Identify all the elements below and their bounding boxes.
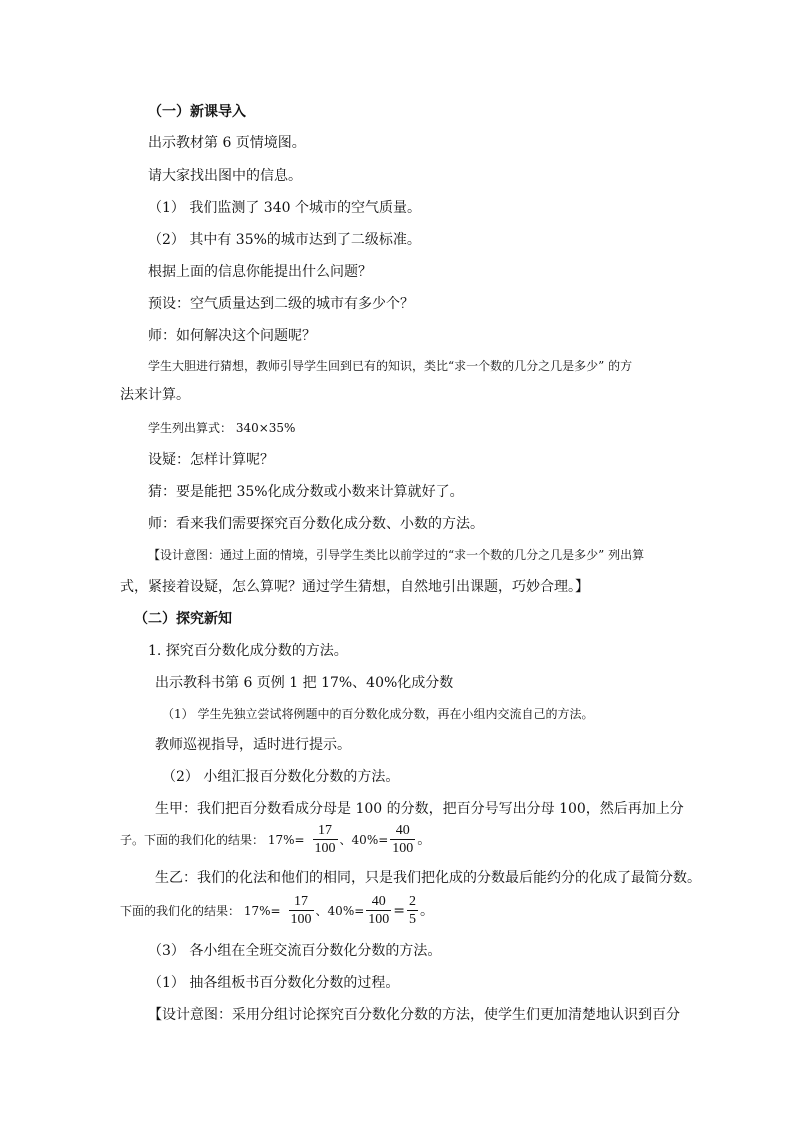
paragraph: 学生大胆进行猜想，教师引导学生回到已有的知识，类比“求一个数的几分之几是多少” 的方 [148,359,633,373]
paragraph: 请大家找出图中的信息。 [148,168,302,184]
math-text: 。 [417,831,432,848]
denominator: 100 [368,912,390,927]
numerator: 17 [313,822,338,840]
denominator: 5 [409,912,417,927]
paragraph: 学生列出算式： 340×35% [148,421,296,435]
math-text: 下面的我们化的结果： 17%= [120,903,281,918]
paragraph: 生甲：我们把百分数看成分母是 100 的分数，把百分号写出分母 100，然后再加上分 [155,801,684,817]
paragraph: （1） 抽各组板书百分数化分数的过程。 [148,975,400,991]
fraction [313,822,338,857]
section1-title: （一）新课导入 [148,104,246,120]
math-text: = [393,902,406,919]
paragraph: （3） 各小组在全班交流百分数化分数的方法。 [148,943,442,959]
math-text: 、40%= [315,903,365,918]
fraction-line-1 [120,822,431,857]
fraction [366,893,391,928]
paragraph: 根据上面的信息你能提出什么问题？ [148,264,372,280]
paragraph: 猜：要是能把 35%化成分数或小数来计算就好了。 [148,484,464,500]
fraction [407,893,418,928]
paragraph: （1） 学生先独立尝试将例题中的百分数化成分数，再在小组内交流自己的方法。 [162,707,594,721]
paragraph: （1） 我们监测了 340 个城市的空气质量。 [148,200,421,216]
paragraph: 师：如何解决这个问题呢？ [148,328,316,344]
fraction [289,893,314,928]
paragraph: 设疑：怎样计算呢？ [148,452,274,468]
design-intent: 【设计意图：通过上面的情境，引导学生类比以前学过的“求一个数的几分之几是多少” 列出算 [148,548,645,562]
denominator: 100 [290,912,312,927]
denominator: 100 [392,841,414,856]
paragraph: 出示教科书第 6 页例 1 把 17%、40%化成分数 [155,675,454,691]
design-intent: 【设计意图：采用分组讨论探究百分数化分数的方法，使学生们更加清楚地认识到百分 [148,1007,680,1023]
numerator: 2 [409,894,417,909]
numerator: 40 [390,822,415,840]
math-text: 、40%= [339,832,389,847]
paragraph: （2） 小组汇报百分数化分数的方法。 [162,769,400,785]
subheading: 1. 探究百分数化成分数的方法。 [148,643,348,659]
paragraph: （2） 其中有 35%的城市达到了二级标准。 [148,232,421,248]
math-text: 子。下面的我们化的结果： 17%= [120,832,305,847]
section2-title: （二）探究新知 [134,611,232,627]
paragraph: 生乙：我们的化法和他们的相同，只是我们把化成的分数最后能约分的化成了最简分数。 [155,870,701,886]
fraction [390,822,415,857]
design-intent: 式，紧接着设疑，怎么算呢？通过学生猜想，自然地引出课题，巧妙合理。】 [120,579,589,595]
paragraph: 师：看来我们需要探究百分数化成分数、小数的方法。 [148,516,484,532]
paragraph: 出示教材第 6 页情境图。 [148,135,306,151]
fraction-line-2 [120,893,434,928]
denominator: 100 [314,841,336,856]
paragraph: 教师巡视指导，适时进行提示。 [155,737,351,753]
math-text: 。 [420,902,435,919]
paragraph: 法来计算。 [120,387,190,403]
paragraph: 预设：空气质量达到二级的城市有多少个？ [148,296,414,312]
numerator: 40 [366,893,391,911]
numerator: 17 [289,893,314,911]
